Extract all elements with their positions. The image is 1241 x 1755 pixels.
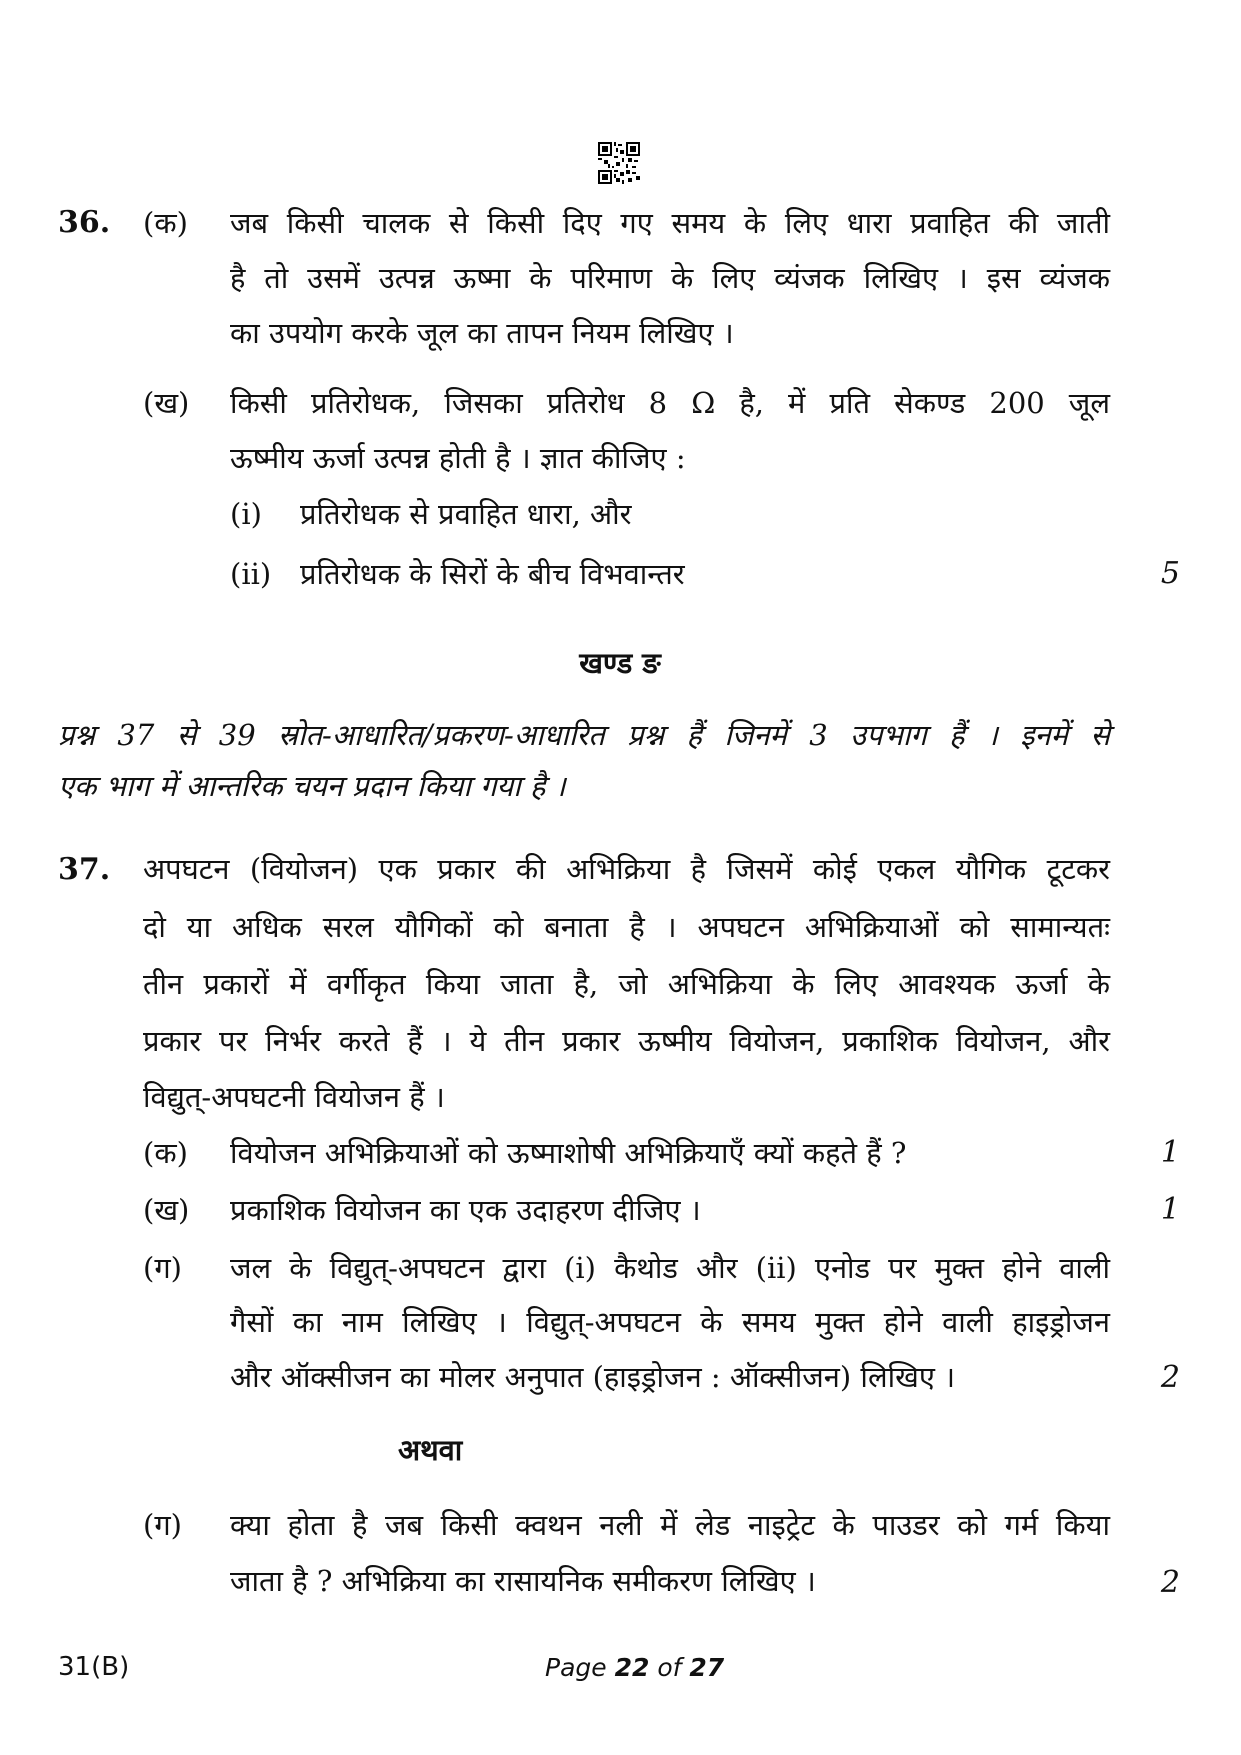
part-label: (ख) [143, 1193, 190, 1227]
q37-b-text: प्रकाशिक वियोजन का एक उदाहरण दीजिए । [230, 1193, 701, 1227]
q37-passage-line-3: तीन प्रकारों में वर्गीकृत किया जाता है, जो अभिक्रिया के लिए आवश्यक ऊर्जा के [143, 967, 1110, 1001]
q37-c-alt-line-1: क्या होता है जब किसी क्वथन नली में लेड नाइट्रेट के पाउडर को गर्म किया [230, 1508, 1110, 1542]
q37-c-line-2: गैसों का नाम लिखिए । विद्युत्-अपघटन के समय मुक्त होने वाली हाइड्रोजन [230, 1305, 1110, 1339]
page-of: of [649, 1653, 690, 1682]
marks: 1 [1160, 1135, 1180, 1170]
q37-passage-line-4: प्रकार पर निर्भर करते हैं । ये तीन प्रकार ऊष्मीय वियोजन, प्रकाशिक वियोजन, और [143, 1024, 1110, 1058]
part-label: (क) [143, 1136, 188, 1170]
marks: 1 [1160, 1192, 1180, 1227]
q37-c-line-1: जल के विद्युत्-अपघटन द्वारा (i) कैथोड और (ii) एनोड पर मुक्त होने वाली [230, 1251, 1110, 1285]
page-number [545, 1653, 724, 1682]
q37-c-line-3: और ऑक्सीजन का मोलर अनुपात (हाइड्रोजन : ऑक्सीजन) लिखिए । [230, 1360, 956, 1394]
marks: 5 [1160, 556, 1180, 591]
or-label: अथवा [398, 1433, 463, 1467]
q37-passage-line-2: दो या अधिक सरल यौगिकों को बनाता है । अपघटन अभिक्रियाओं को सामान्यतः [143, 910, 1110, 944]
section-instructions-line-1: प्रश्न 37 से 39 स्रोत-आधारित/प्रकरण-आधारित प्रश्न हैं जिनमें 3 उपभाग हैं । इनमें से [58, 718, 1110, 752]
q36-a-line-3: का उपयोग करके जूल का तापन नियम लिखिए । [230, 316, 734, 350]
q37-passage-line-1: अपघटन (वियोजन) एक प्रकार की अभिक्रिया है जिसमें कोई एकल यौगिक टूटकर [143, 852, 1110, 886]
question-number: 37. [58, 852, 111, 887]
question-number: 36. [58, 205, 111, 240]
q37-passage-line-5: विद्युत्-अपघटनी वियोजन हैं । [143, 1080, 445, 1114]
subpart-label: (i) [230, 497, 262, 531]
section-instructions-line-2: एक भाग में आन्तरिक चयन प्रदान किया गया है । [58, 769, 566, 803]
part-label: (ग) [143, 1251, 182, 1285]
subpart-label: (ii) [230, 557, 272, 591]
q37-c-alt-line-2: जाता है ? अभिक्रिया का रासायनिक समीकरण लिखिए । [230, 1564, 816, 1598]
qr-code-icon [598, 142, 640, 184]
q36-b-sub-1: प्रतिरोधक से प्रवाहित धारा, और [300, 497, 632, 531]
q36-b-sub-2: प्रतिरोधक के सिरों के बीच विभवान्तर [300, 557, 685, 591]
marks: 2 [1160, 1565, 1180, 1600]
page-prefix: Page [545, 1653, 615, 1682]
q36-b-line-2: ऊष्मीय ऊर्जा उत्पन्न होती है । ज्ञात कीजिए : [230, 441, 686, 475]
q37-a-text: वियोजन अभिक्रियाओं को ऊष्माशोषी अभिक्रियाएँ क्यों कहते हैं ? [230, 1136, 907, 1170]
part-label: (ग) [143, 1508, 182, 1542]
q36-a-line-2: है तो उसमें उत्पन्न ऊष्मा के परिमाण के लिए व्यंजक लिखिए । इस व्यंजक [230, 261, 1110, 295]
page-current: 22 [614, 1653, 650, 1682]
marks: 2 [1160, 1360, 1180, 1395]
part-label: (क) [143, 206, 188, 240]
part-label: (ख) [143, 386, 190, 420]
paper-code: 31(B) [58, 1652, 130, 1682]
section-title: खण्ड ङ [579, 646, 661, 680]
page-total: 27 [689, 1653, 725, 1682]
q36-a-line-1: जब किसी चालक से किसी दिए गए समय के लिए धारा प्रवाहित की जाती [230, 206, 1110, 240]
q36-b-line-1: किसी प्रतिरोधक, जिसका प्रतिरोध 8 Ω है, में प्रति सेकण्ड 200 जूल [230, 386, 1110, 420]
